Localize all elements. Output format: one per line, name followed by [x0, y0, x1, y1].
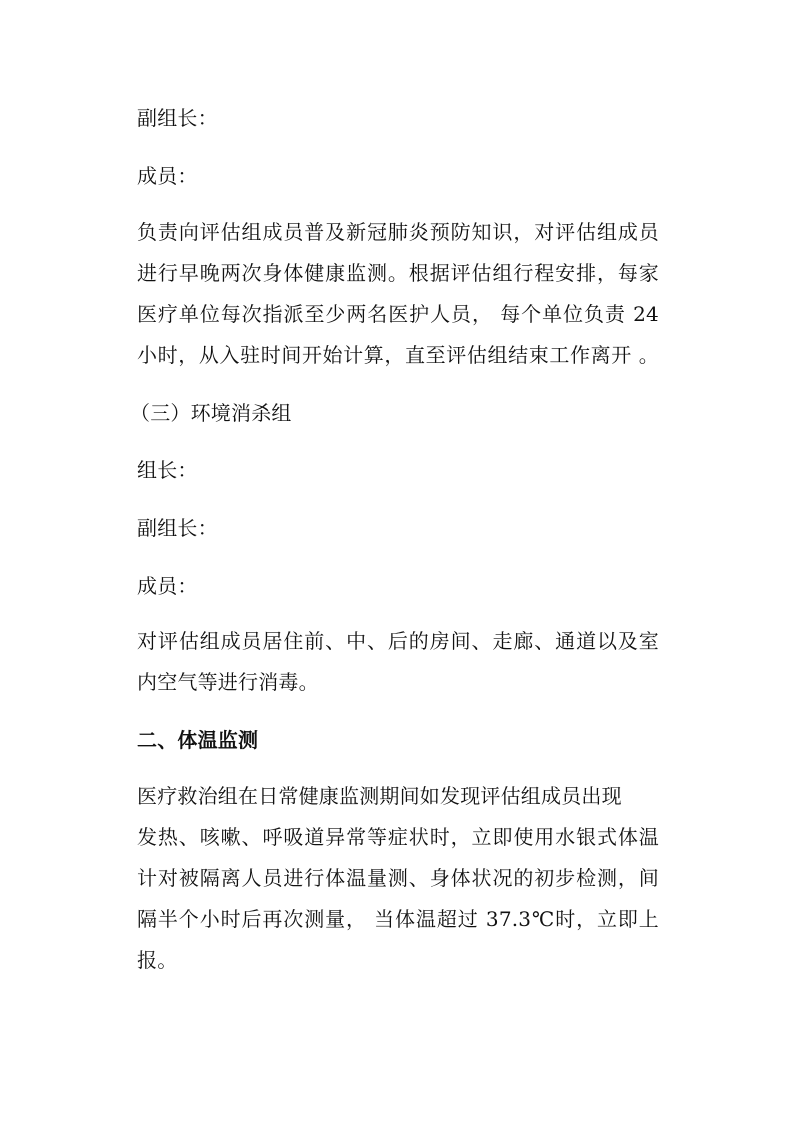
paragraph-line: 计对被隔离人员进行体温量测、身体状况的初步检测，间 — [137, 866, 659, 890]
paragraph-line: 对评估组成员居住前、中、后的房间、走廊、通道以及室 — [137, 629, 659, 653]
members-label: 成员： — [137, 164, 198, 188]
paragraph-line: 负责向评估组成员普及新冠肺炎预防知识，对评估组成员 — [137, 220, 659, 244]
paragraph-line: 隔半个小时后再次测量， 当体温超过 37.3℃时，立即上 — [137, 907, 659, 931]
section-heading-temperature-monitoring: 二、体温监测 — [137, 728, 259, 752]
paragraph-line: 报。 — [137, 948, 178, 972]
leader-label: 组长： — [137, 458, 198, 482]
paragraph-line: 发热、咳嗽、呼吸道异常等症状时，立即使用水银式体温 — [137, 825, 659, 849]
paragraph-line: 进行早晚两次身体健康监测。根据评估组行程安排，每家 — [137, 261, 659, 285]
members-label: 成员： — [137, 574, 198, 598]
deputy-leader-label: 副组长： — [137, 516, 218, 540]
deputy-leader-label: 副组长： — [137, 106, 218, 130]
paragraph-line: 内空气等进行消毒。 — [137, 670, 319, 694]
paragraph-line: 医疗单位每次指派至少两名医护人员， 每个单位负责 24 — [137, 302, 659, 326]
section-title-environment-disinfection: （三）环境消杀组 — [130, 401, 292, 425]
paragraph-line: 小时，从入驻时间开始计算，直至评估组结束工作离开 。 — [137, 343, 659, 367]
paragraph-line: 医疗救治组在日常健康监测期间如发现评估组成员出现 — [137, 784, 622, 808]
